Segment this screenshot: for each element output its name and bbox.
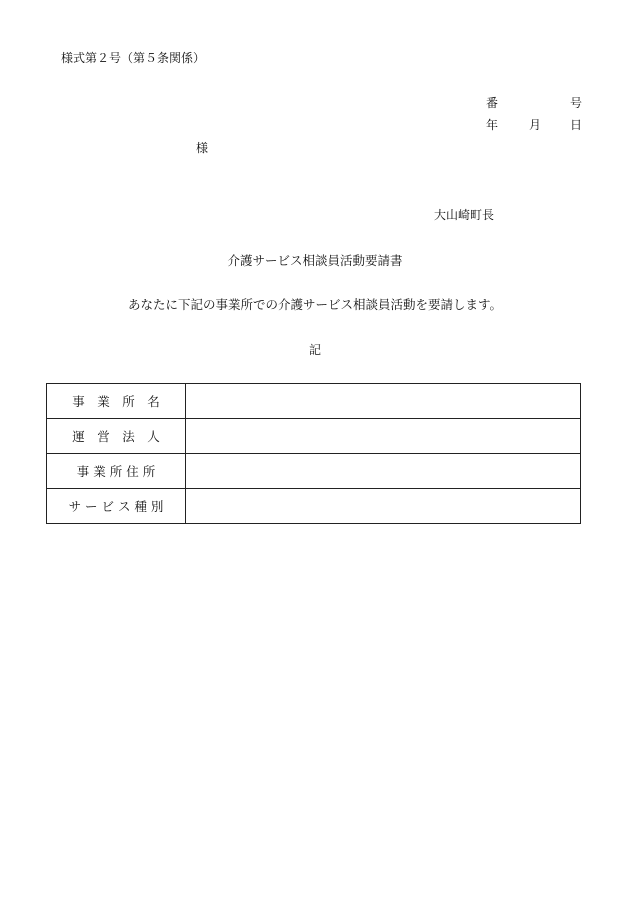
day-label: 日 — [569, 118, 582, 132]
document-body: あなたに下記の事業所での介護サービス相談員活動を要請します。 — [127, 297, 502, 312]
issuer-name: 大山崎町長 — [434, 208, 495, 222]
table-row — [47, 454, 581, 489]
table-row — [47, 489, 581, 524]
year-label: 年 — [486, 118, 499, 132]
facility-name-value[interactable] — [186, 384, 581, 419]
table-row — [47, 384, 581, 419]
service-type-label: サ ー ビ ス 種 別 — [47, 489, 186, 524]
facility-address-label: 事 業 所 住 所 — [47, 454, 186, 489]
facility-address-value[interactable] — [186, 454, 581, 489]
form-number: 様式第２号（第５条関係） — [61, 51, 206, 65]
number-label: 番 — [486, 96, 499, 110]
facility-info-table — [46, 383, 581, 524]
service-type-value[interactable] — [186, 489, 581, 524]
reference-number-row — [486, 97, 582, 111]
operating-corporation-value[interactable] — [186, 419, 581, 454]
facility-name-label: 事 業 所 名 — [47, 384, 186, 419]
number-suffix: 号 — [569, 96, 582, 110]
date-row — [486, 119, 582, 133]
operating-corporation-label: 運 営 法 人 — [47, 419, 186, 454]
table-row — [47, 419, 581, 454]
addressee-honorific: 様 — [196, 141, 209, 155]
document-title: 介護サービス相談員活動要請書 — [227, 253, 403, 268]
month-label: 月 — [529, 118, 542, 132]
ki-heading: 記 — [308, 343, 321, 357]
